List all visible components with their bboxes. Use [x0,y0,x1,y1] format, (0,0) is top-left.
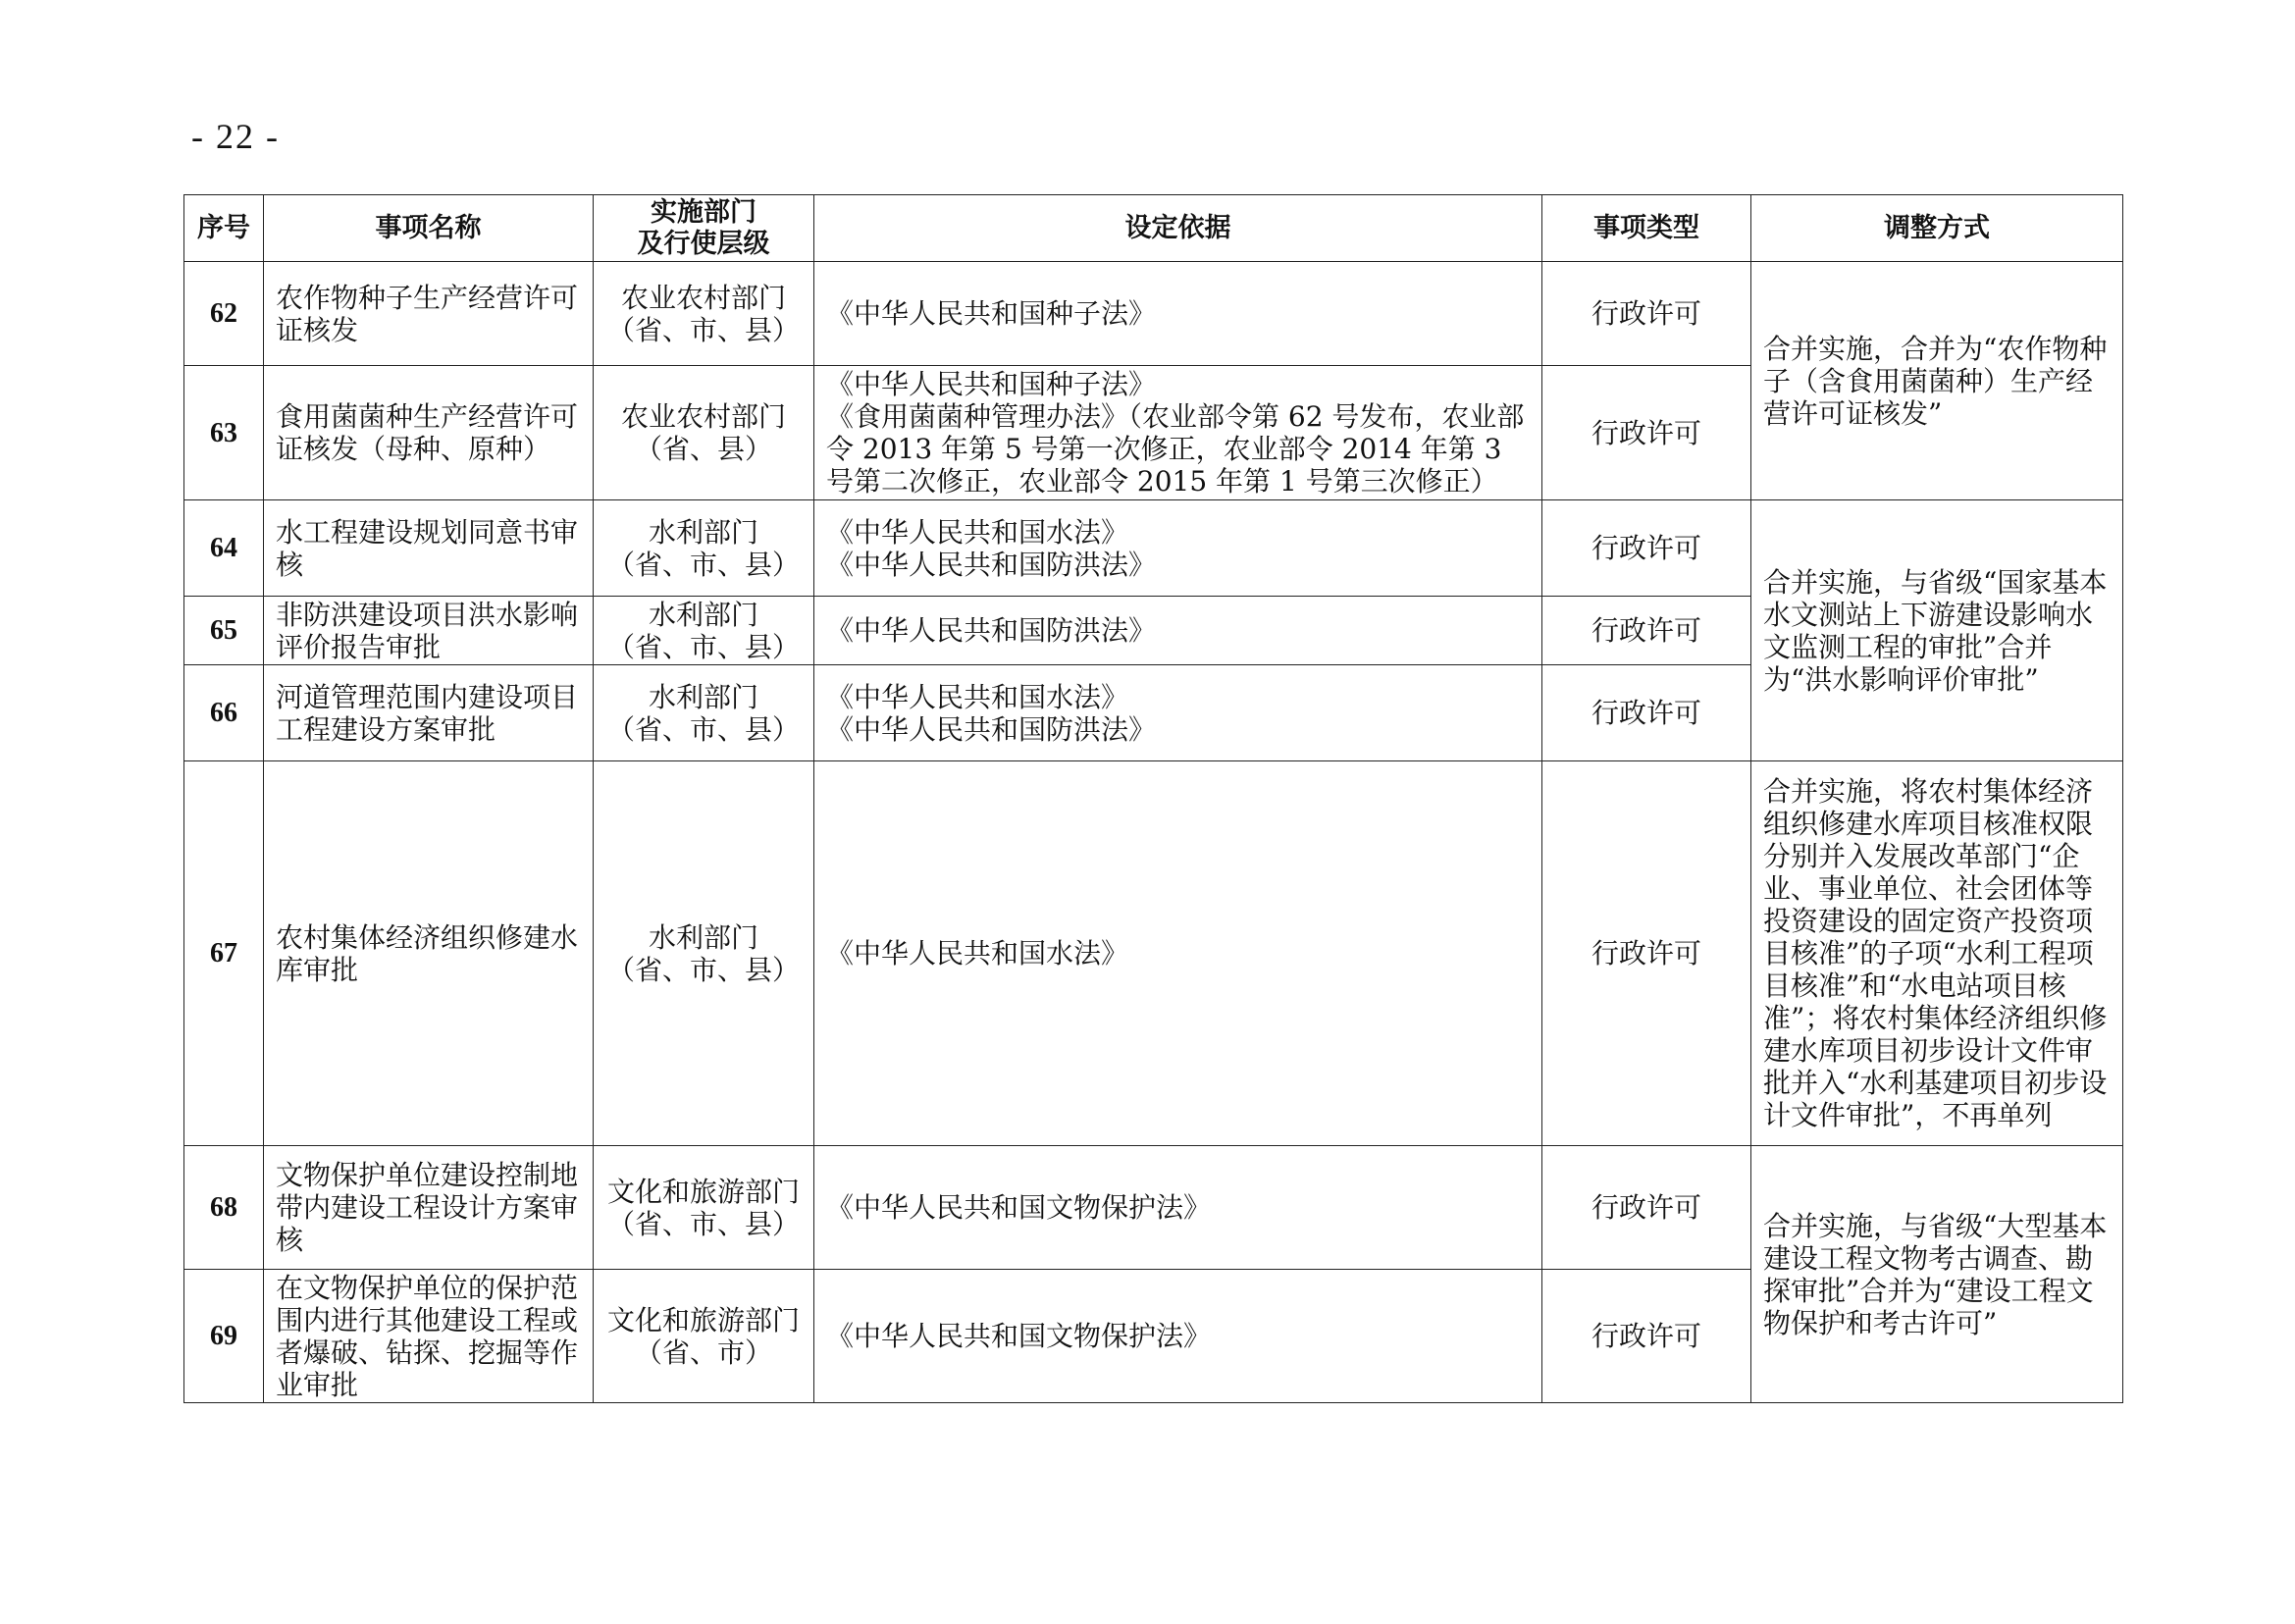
row-adjust: 合并实施，将农村集体经济组织修建水库项目核准权限分别并入发展改革部门“企业、事业单位、社会团体等投资建设的固定资产投资项目核准”的子项“水利工程项目核准”和“水电站项目核准”；将农村集体经济组织修建水库项目初步设计文件审批并入“水利基建项目初步设计文件审批”，不再单列 [1751,761,2123,1146]
row-name: 在文物保护单位的保护范围内进行其他建设工程或者爆破、钻探、挖掘等作业审批 [264,1270,594,1403]
row-basis-line: 《中华人民共和国防洪法》 [826,614,1157,647]
row-basis [814,262,1542,366]
row-dept [594,1270,814,1403]
row-dept-line: （省、市） [634,1336,772,1369]
row-dept-line: （省、市、县） [606,1207,800,1240]
row-type: 行政许可 [1542,500,1751,597]
row-dept-line: 农业农村部门 [620,281,786,314]
row-type: 行政许可 [1542,1146,1751,1270]
row-basis [814,1270,1542,1403]
header-dept-line1: 实施部门 [651,196,756,228]
row-name: 河道管理范围内建设项目工程建设方案审批 [264,665,594,761]
row-seq: 69 [184,1270,264,1403]
row-type: 行政许可 [1542,665,1751,761]
row-basis [814,1146,1542,1270]
header-basis: 设定依据 [814,195,1542,262]
row-basis [814,366,1542,500]
row-seq: 67 [184,761,264,1146]
row-dept-line: （省、市、县） [606,630,800,663]
row-dept-line: 文化和旅游部门 [606,1303,800,1336]
row-dept [594,500,814,597]
row-seq: 68 [184,1146,264,1270]
row-basis-line: 《中华人民共和国文物保护法》 [826,1191,1212,1224]
row-basis-line: 《中华人民共和国水法》 [826,515,1129,549]
row-name: 农作物种子生产经营许可证核发 [264,262,594,366]
row-type: 行政许可 [1542,262,1751,366]
row-dept [594,366,814,500]
row-dept [594,761,814,1146]
header-seq: 序号 [184,195,264,262]
row-dept [594,665,814,761]
row-name: 文物保护单位建设控制地带内建设工程设计方案审核 [264,1146,594,1270]
header-dept [594,195,814,262]
row-basis [814,761,1542,1146]
header-name: 事项名称 [264,195,594,262]
row-adjust: 合并实施，合并为“农作物种子（含食用菌菌种）生产经营许可证核发” [1751,262,2123,500]
row-adjust: 合并实施，与省级“国家基本水文测站上下游建设影响水文监测工程的审批”合并为“洪水影响评价审批” [1751,500,2123,761]
row-dept-line: （省、市、县） [606,313,800,346]
row-name: 农村集体经济组织修建水库审批 [264,761,594,1146]
row-adjust: 合并实施，与省级“大型基本建设工程文物考古调查、勘探审批”合并为“建设工程文物保护和考古许可” [1751,1146,2123,1403]
row-basis-line: 《中华人民共和国文物保护法》 [826,1320,1212,1352]
row-dept-line: 农业农村部门 [620,400,786,433]
table-row [184,761,2123,1146]
header-adjust: 调整方式 [1751,195,2123,262]
row-basis-line: 《中华人民共和国水法》 [826,680,1129,713]
row-dept-line: 水利部门 [648,598,758,631]
table-header-row [184,195,2123,262]
row-dept-line: 文化和旅游部门 [606,1175,800,1208]
row-basis-line: 《中华人民共和国防洪法》 [826,548,1157,581]
row-basis [814,500,1542,597]
row-dept-line: 水利部门 [648,515,758,549]
row-basis [814,597,1542,665]
row-dept [594,262,814,366]
header-type: 事项类型 [1542,195,1751,262]
adjustment-table [183,194,2123,1403]
row-seq: 65 [184,597,264,665]
row-basis-line: 《中华人民共和国种子法》 [826,368,1157,400]
row-dept-line: （省、县） [634,433,772,465]
row-basis-line: 《食用菌菌种管理办法》（农业部令第 62 号发布，农业部令 2013 年第 5 号第一次修正，农业部令 2014 年第 3 号第二次修正，农业部令 2015 年第 1 号第三次修正） [826,400,1525,498]
row-dept-line: （省、市、县） [606,953,800,986]
row-basis-line: 《中华人民共和国种子法》 [826,297,1157,330]
row-seq: 66 [184,665,264,761]
row-dept-line: 水利部门 [648,920,758,954]
row-type: 行政许可 [1542,761,1751,1146]
row-dept [594,597,814,665]
row-type: 行政许可 [1542,366,1751,500]
table-row [184,1146,2123,1270]
row-name: 非防洪建设项目洪水影响评价报告审批 [264,597,594,665]
row-dept-line: （省、市、县） [606,548,800,581]
header-dept-line2: 及行使层级 [637,228,770,259]
row-dept [594,1146,814,1270]
row-dept-line: （省、市、县） [606,712,800,746]
row-seq: 63 [184,366,264,500]
row-type: 行政许可 [1542,1270,1751,1403]
row-name: 食用菌菌种生产经营许可证核发（母种、原种） [264,366,594,500]
table-row [184,262,2123,366]
page-number: - 22 - [191,117,280,156]
row-dept-line: 水利部门 [648,680,758,713]
row-seq: 64 [184,500,264,597]
row-type: 行政许可 [1542,597,1751,665]
row-basis-line: 《中华人民共和国防洪法》 [826,712,1157,746]
row-basis [814,665,1542,761]
row-name: 水工程建设规划同意书审核 [264,500,594,597]
row-seq: 62 [184,262,264,366]
row-basis-line: 《中华人民共和国水法》 [826,937,1129,969]
table-row [184,500,2123,597]
